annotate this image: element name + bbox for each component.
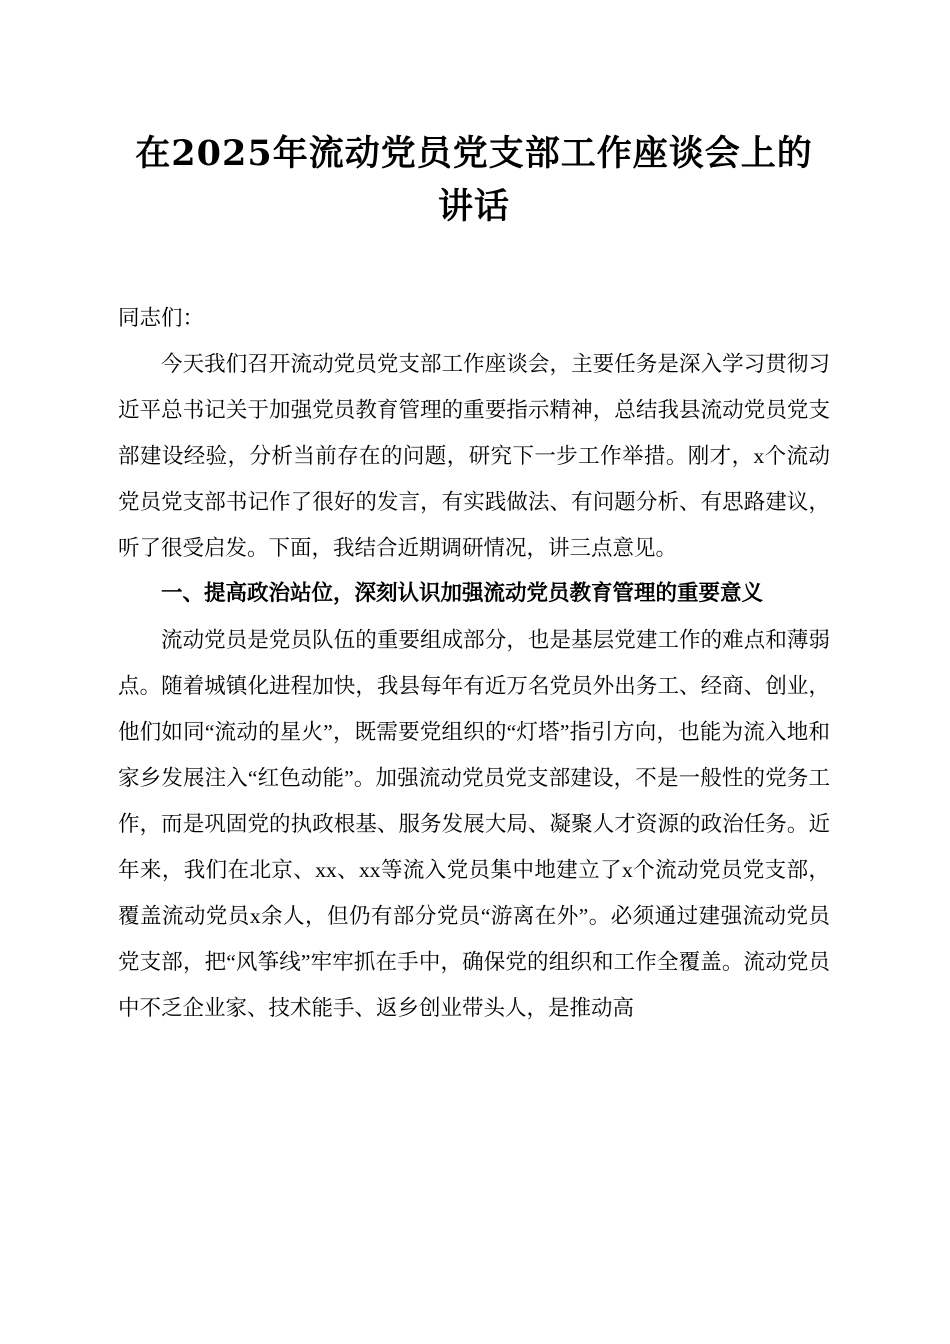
document-title: 在2025年流动党员党支部工作座谈会上的讲话 <box>135 133 813 227</box>
intro-paragraph: 今天我们召开流动党员党支部工作座谈会，主要任务是深入学习贯彻习近平总书记关于加强党员教育管理的重要指示精神，总结我县流动党员党支部建设经验，分析当前存在的问题，研究下一步工作举措。刚才，x个流动党员党支部书记作了很好的发言，有实践做法、有问题分析、有思路建议，听了很受启发。下面，我结合近期调研情况，讲三点意见。 <box>118 352 830 560</box>
salutation-line: 同志们： <box>118 306 205 330</box>
section-heading: 一、提高政治站位，深刻认识加强流动党员教育管理的重要意义 <box>161 581 764 606</box>
section-paragraph: 流动党员是党员队伍的重要组成部分，也是基层党建工作的难点和薄弱点。随着城镇化进程加快，我县每年有近万名党员外出务工、经商、创业，他们如同“流动的星火”，既需要党组织的“灯塔”指引方向，也能为流入地和家乡发展注入“红色动能”。加强流动党员党支部建设，不是一般性的党务工作，而是巩固党的执政根基、服务发展大局、凝聚人才资源的政治任务。近年来，我们在北京、xx、xx等流入党员集中地建立了x个流动党员党支部，覆盖流动党员x余人，但仍有部分党员“游离在外”。必须通过建强流动党员党支部，把“风筝线”牢牢抓在手中，确保党的组织和工作全覆盖。流动党员中不乏企业家、技术能手、返乡创业带头人，是推动高 <box>118 628 830 1020</box>
